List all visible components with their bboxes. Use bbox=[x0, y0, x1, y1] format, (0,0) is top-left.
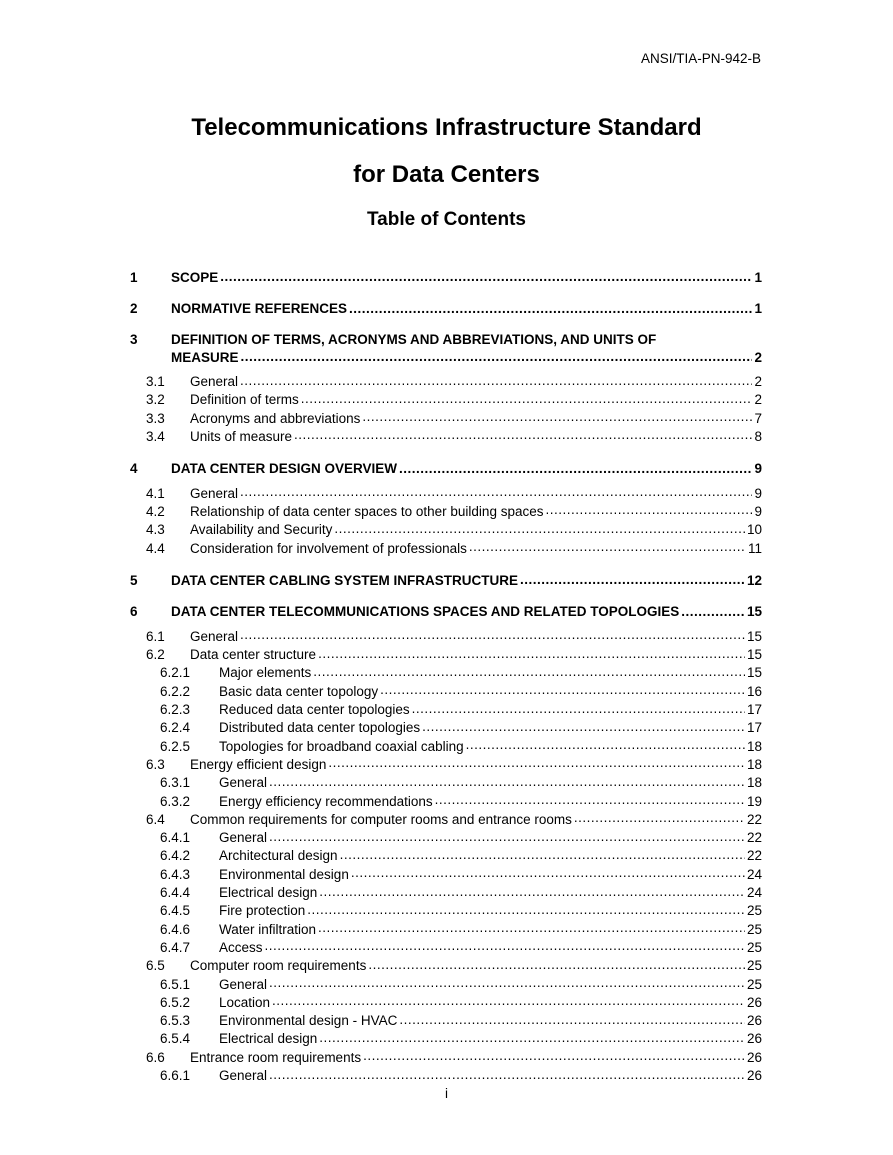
toc-entry-number: 5 bbox=[130, 572, 138, 588]
toc-entry[interactable] bbox=[130, 539, 762, 557]
toc-entry[interactable] bbox=[130, 755, 762, 773]
dot-leader bbox=[299, 391, 753, 405]
toc-entry-number: 6.5.3 bbox=[160, 1013, 191, 1029]
toc-entry[interactable] bbox=[130, 521, 762, 539]
toc-entry[interactable] bbox=[130, 300, 762, 318]
dot-leader bbox=[311, 664, 745, 678]
toc-entry-page: 15 bbox=[746, 665, 762, 681]
toc-entry[interactable] bbox=[130, 484, 762, 502]
toc-entry[interactable] bbox=[130, 460, 762, 478]
toc-entry-page: 18 bbox=[746, 756, 762, 772]
toc-entry-page: 22 bbox=[746, 811, 762, 827]
dot-leader bbox=[420, 719, 745, 733]
dot-leader bbox=[433, 792, 745, 806]
toc-entry[interactable] bbox=[130, 737, 762, 755]
toc-entry-number: 6.2.2 bbox=[160, 683, 191, 699]
toc-entry-title: DEFINITION OF TERMS, ACRONYMS AND ABBREVIATIONS, AND UNITS OF bbox=[171, 332, 657, 347]
toc-entry[interactable] bbox=[130, 646, 762, 664]
toc-entry-page: 8 bbox=[754, 428, 762, 444]
toc-entry[interactable] bbox=[130, 502, 762, 520]
toc-entry-title: Water infiltration bbox=[219, 921, 317, 937]
toc-entry-page: 16 bbox=[746, 683, 762, 699]
toc-entry-number: 6.3.2 bbox=[160, 793, 191, 809]
toc-entry[interactable] bbox=[130, 682, 762, 700]
toc-entry-page: 2 bbox=[754, 374, 762, 389]
toc-entry-title: Relationship of data center spaces to other building spaces bbox=[190, 503, 544, 519]
dot-leader bbox=[238, 373, 752, 387]
toc-entry[interactable] bbox=[130, 664, 762, 682]
toc-entry-number: 6.2.1 bbox=[160, 665, 191, 681]
toc-entry[interactable] bbox=[130, 627, 762, 645]
toc-entry-title: Data center structure bbox=[190, 647, 317, 663]
toc-entry-page: 24 bbox=[746, 885, 762, 901]
toc-entry[interactable] bbox=[130, 884, 762, 902]
toc-entry-page: 22 bbox=[746, 830, 762, 846]
toc-entry-title: Energy efficiency recommendations bbox=[219, 793, 433, 809]
toc-entry[interactable] bbox=[130, 1012, 762, 1030]
toc-entry-number: 6 bbox=[130, 604, 138, 620]
toc-entry-title: Environmental design bbox=[219, 866, 349, 882]
toc-entry-page: 25 bbox=[746, 939, 762, 955]
dot-leader bbox=[572, 810, 745, 824]
toc-entry-title: Definition of terms bbox=[190, 392, 299, 408]
dot-leader bbox=[543, 502, 752, 516]
toc-entry-page: 9 bbox=[754, 485, 762, 501]
dot-leader bbox=[267, 1067, 745, 1081]
toc-entry[interactable] bbox=[130, 409, 762, 427]
toc-entry-number: 6.2.4 bbox=[160, 720, 191, 736]
toc-entry-page: 25 bbox=[746, 976, 762, 992]
toc-entry-title: Units of measure bbox=[190, 428, 293, 444]
toc-entry-page: 26 bbox=[746, 1068, 762, 1083]
toc-entry-number: 6.3.1 bbox=[160, 775, 191, 791]
toc-entry-page: 26 bbox=[746, 1013, 762, 1029]
toc-entry-title: Distributed data center topologies bbox=[219, 720, 421, 736]
toc-entry[interactable] bbox=[130, 571, 762, 589]
toc-entry-title: General bbox=[219, 976, 268, 992]
document-title-line-2: for Data Centers bbox=[353, 161, 540, 188]
toc-entry-page: 15 bbox=[746, 604, 762, 620]
document-title-line-1: Telecommunications Infrastructure Standard bbox=[191, 114, 702, 141]
dot-leader bbox=[332, 521, 745, 535]
toc-heading: Table of Contents bbox=[366, 209, 527, 230]
toc-entry-number: 3.4 bbox=[146, 428, 165, 444]
toc-entry-number: 6.5 bbox=[146, 958, 165, 974]
toc-entry-page: 12 bbox=[746, 572, 762, 588]
toc-entry-page: 25 bbox=[746, 958, 762, 974]
toc-entry[interactable] bbox=[130, 975, 762, 993]
dot-leader bbox=[347, 300, 752, 314]
toc-entry-page: 26 bbox=[746, 994, 762, 1010]
table-of-contents bbox=[130, 268, 762, 1085]
toc-entry[interactable] bbox=[130, 331, 762, 366]
dot-leader bbox=[397, 1012, 745, 1026]
toc-entry-page: 18 bbox=[746, 738, 762, 754]
toc-entry-number: 4 bbox=[130, 461, 138, 477]
document-id: ANSI/TIA-PN-942-B bbox=[640, 51, 761, 66]
toc-entry-number: 6.4.2 bbox=[160, 848, 191, 864]
toc-entry-number: 3.1 bbox=[146, 374, 165, 389]
toc-entry-title: DATA CENTER TELECOMMUNICATIONS SPACES AND RELATED TOPOLOGIES bbox=[171, 604, 680, 620]
dot-leader bbox=[267, 829, 745, 843]
toc-entry-title: Computer room requirements bbox=[190, 958, 367, 974]
toc-entry[interactable] bbox=[130, 920, 762, 938]
toc-entry-page: 19 bbox=[746, 793, 762, 809]
toc-entry[interactable] bbox=[130, 391, 762, 409]
toc-entry-number: 4.4 bbox=[146, 540, 165, 556]
dot-leader bbox=[349, 865, 745, 879]
toc-entry[interactable] bbox=[130, 902, 762, 920]
dot-leader bbox=[317, 1030, 745, 1044]
dot-leader bbox=[267, 774, 745, 788]
toc-entry[interactable] bbox=[130, 373, 762, 391]
toc-entry-title: Entrance room requirements bbox=[190, 1049, 362, 1065]
toc-entry[interactable] bbox=[130, 847, 762, 865]
dot-leader bbox=[316, 646, 745, 660]
toc-entry-number: 1 bbox=[130, 269, 138, 285]
toc-entry-title: General bbox=[219, 775, 268, 791]
dot-leader bbox=[410, 701, 745, 715]
toc-entry[interactable] bbox=[130, 701, 762, 719]
toc-entry-title: Electrical design bbox=[219, 885, 318, 901]
toc-entry[interactable] bbox=[130, 957, 762, 975]
toc-entry[interactable] bbox=[130, 719, 762, 737]
toc-entry-title: Consideration for involvement of professionals bbox=[190, 540, 467, 556]
toc-entry-number: 3.2 bbox=[146, 392, 165, 408]
toc-entry-number: 4.3 bbox=[146, 522, 165, 538]
toc-entry-page: 7 bbox=[754, 410, 762, 426]
toc-entry[interactable] bbox=[130, 810, 762, 828]
toc-entry-page: 9 bbox=[754, 461, 762, 477]
toc-entry[interactable] bbox=[130, 792, 762, 810]
toc-entry-number: 6.4.6 bbox=[160, 921, 191, 937]
toc-entry-title: NORMATIVE REFERENCES bbox=[171, 301, 348, 316]
toc-entry-number: 6.5.2 bbox=[160, 994, 191, 1010]
toc-entry-page: 11 bbox=[747, 540, 762, 556]
toc-entry-title: SCOPE bbox=[171, 269, 219, 285]
toc-entry-page: 26 bbox=[746, 1049, 762, 1065]
toc-entry-page: 18 bbox=[746, 775, 762, 791]
toc-entry[interactable] bbox=[130, 427, 762, 445]
toc-entry-page: 2 bbox=[754, 349, 762, 365]
toc-entry-number: 3.3 bbox=[146, 410, 165, 426]
toc-entry[interactable] bbox=[130, 938, 762, 956]
toc-entry-title: Common requirements for computer rooms and entrance rooms bbox=[190, 811, 572, 827]
toc-entry-page: 25 bbox=[746, 921, 762, 937]
toc-entry-title: General bbox=[190, 628, 239, 644]
toc-entry-number: 6.4.4 bbox=[160, 885, 191, 901]
toc-entry-title: Topologies for broadband coaxial cabling bbox=[219, 738, 464, 754]
toc-entry-page: 15 bbox=[746, 628, 762, 644]
toc-entry-title: General bbox=[190, 485, 239, 501]
dot-leader bbox=[292, 427, 752, 441]
dot-leader bbox=[361, 1048, 745, 1062]
dot-leader bbox=[338, 847, 745, 861]
dot-leader bbox=[378, 682, 745, 696]
toc-entry-page: 25 bbox=[746, 903, 762, 919]
toc-entry-page: 17 bbox=[746, 702, 762, 718]
dot-leader bbox=[238, 484, 752, 498]
toc-entry[interactable] bbox=[130, 268, 762, 286]
toc-entry-number: 6.2 bbox=[146, 647, 165, 663]
toc-entry[interactable] bbox=[130, 603, 762, 621]
toc-entry-title: Fire protection bbox=[219, 903, 306, 919]
toc-entry-number: 6.2.5 bbox=[160, 738, 191, 754]
toc-entry-title: DATA CENTER DESIGN OVERVIEW bbox=[171, 461, 398, 477]
page-number: i bbox=[445, 1086, 448, 1101]
toc-entry-title: Basic data center topology bbox=[219, 683, 379, 699]
dot-leader bbox=[238, 627, 745, 641]
toc-entry-number: 6.4.1 bbox=[160, 830, 191, 846]
toc-entry[interactable] bbox=[130, 829, 762, 847]
toc-entry-number: 6.6 bbox=[146, 1049, 165, 1065]
toc-entry-number: 6.4 bbox=[146, 811, 165, 827]
toc-entry-page: 2 bbox=[754, 392, 762, 408]
dot-leader bbox=[270, 993, 745, 1007]
dot-leader bbox=[467, 539, 746, 553]
toc-entry-number: 2 bbox=[130, 301, 138, 316]
toc-entry[interactable] bbox=[130, 1067, 762, 1085]
toc-entry-page: 15 bbox=[746, 647, 762, 663]
toc-entry[interactable] bbox=[130, 1030, 762, 1048]
toc-entry[interactable] bbox=[130, 1048, 762, 1066]
toc-entry[interactable] bbox=[130, 993, 762, 1011]
toc-entry-page: 22 bbox=[746, 848, 762, 864]
toc-entry-page: 26 bbox=[746, 1031, 762, 1047]
toc-entry-number: 6.3 bbox=[146, 756, 165, 772]
dot-leader bbox=[239, 348, 753, 362]
toc-entry-title: Environmental design - HVAC bbox=[219, 1013, 398, 1029]
dot-leader bbox=[464, 737, 745, 751]
toc-entry-title: Energy efficient design bbox=[190, 756, 327, 772]
dot-leader bbox=[326, 755, 745, 769]
dot-leader bbox=[317, 884, 745, 898]
toc-entry-number: 3 bbox=[130, 332, 138, 347]
dot-leader bbox=[267, 975, 745, 989]
dot-leader bbox=[397, 460, 752, 474]
toc-entry-page: 10 bbox=[746, 522, 762, 538]
toc-entry-title: Availability and Security bbox=[190, 522, 333, 538]
toc-entry[interactable] bbox=[130, 865, 762, 883]
toc-entry-number: 6.1 bbox=[146, 628, 165, 644]
toc-entry-number: 6.4.7 bbox=[160, 939, 191, 955]
toc-entry-title: Major elements bbox=[219, 665, 312, 681]
toc-entry-title-continued: MEASURE bbox=[171, 349, 239, 365]
toc-entry-page: 1 bbox=[754, 301, 762, 316]
toc-entry-number: 6.6.1 bbox=[160, 1068, 191, 1083]
toc-entry-number: 4.1 bbox=[146, 485, 165, 501]
dot-leader bbox=[305, 902, 745, 916]
toc-entry-number: 6.5.4 bbox=[160, 1031, 191, 1047]
toc-entry-title: General bbox=[190, 374, 239, 389]
dot-leader bbox=[218, 268, 752, 282]
toc-entry-number: 6.5.1 bbox=[160, 976, 191, 992]
toc-entry-page: 9 bbox=[754, 503, 762, 519]
toc-entry-title: General bbox=[219, 1068, 268, 1083]
toc-entry-page: 24 bbox=[746, 866, 762, 882]
dot-leader bbox=[360, 409, 752, 423]
dot-leader bbox=[366, 957, 745, 971]
toc-entry[interactable] bbox=[130, 774, 762, 792]
toc-entry-number: 6.4.3 bbox=[160, 866, 191, 882]
toc-entry-page: 1 bbox=[754, 269, 762, 285]
dot-leader bbox=[263, 938, 745, 952]
toc-entry-number: 6.4.5 bbox=[160, 903, 191, 919]
dot-leader bbox=[316, 920, 745, 934]
dot-leader bbox=[679, 603, 745, 617]
toc-entry-page: 17 bbox=[746, 720, 762, 736]
toc-entry-title: DATA CENTER CABLING SYSTEM INFRASTRUCTURE bbox=[171, 572, 518, 588]
toc-entry-title: Location bbox=[219, 994, 271, 1010]
toc-entry-title: Access bbox=[219, 939, 263, 955]
toc-entry-title: General bbox=[219, 830, 268, 846]
toc-entry-number: 4.2 bbox=[146, 503, 165, 519]
toc-entry-number: 6.2.3 bbox=[160, 702, 191, 718]
toc-entry-title: Reduced data center topologies bbox=[219, 702, 410, 718]
toc-entry-title: Acronyms and abbreviations bbox=[190, 410, 361, 426]
dot-leader bbox=[518, 571, 745, 585]
toc-entry-title: Electrical design bbox=[219, 1031, 318, 1047]
toc-entry-title: Architectural design bbox=[219, 848, 338, 864]
